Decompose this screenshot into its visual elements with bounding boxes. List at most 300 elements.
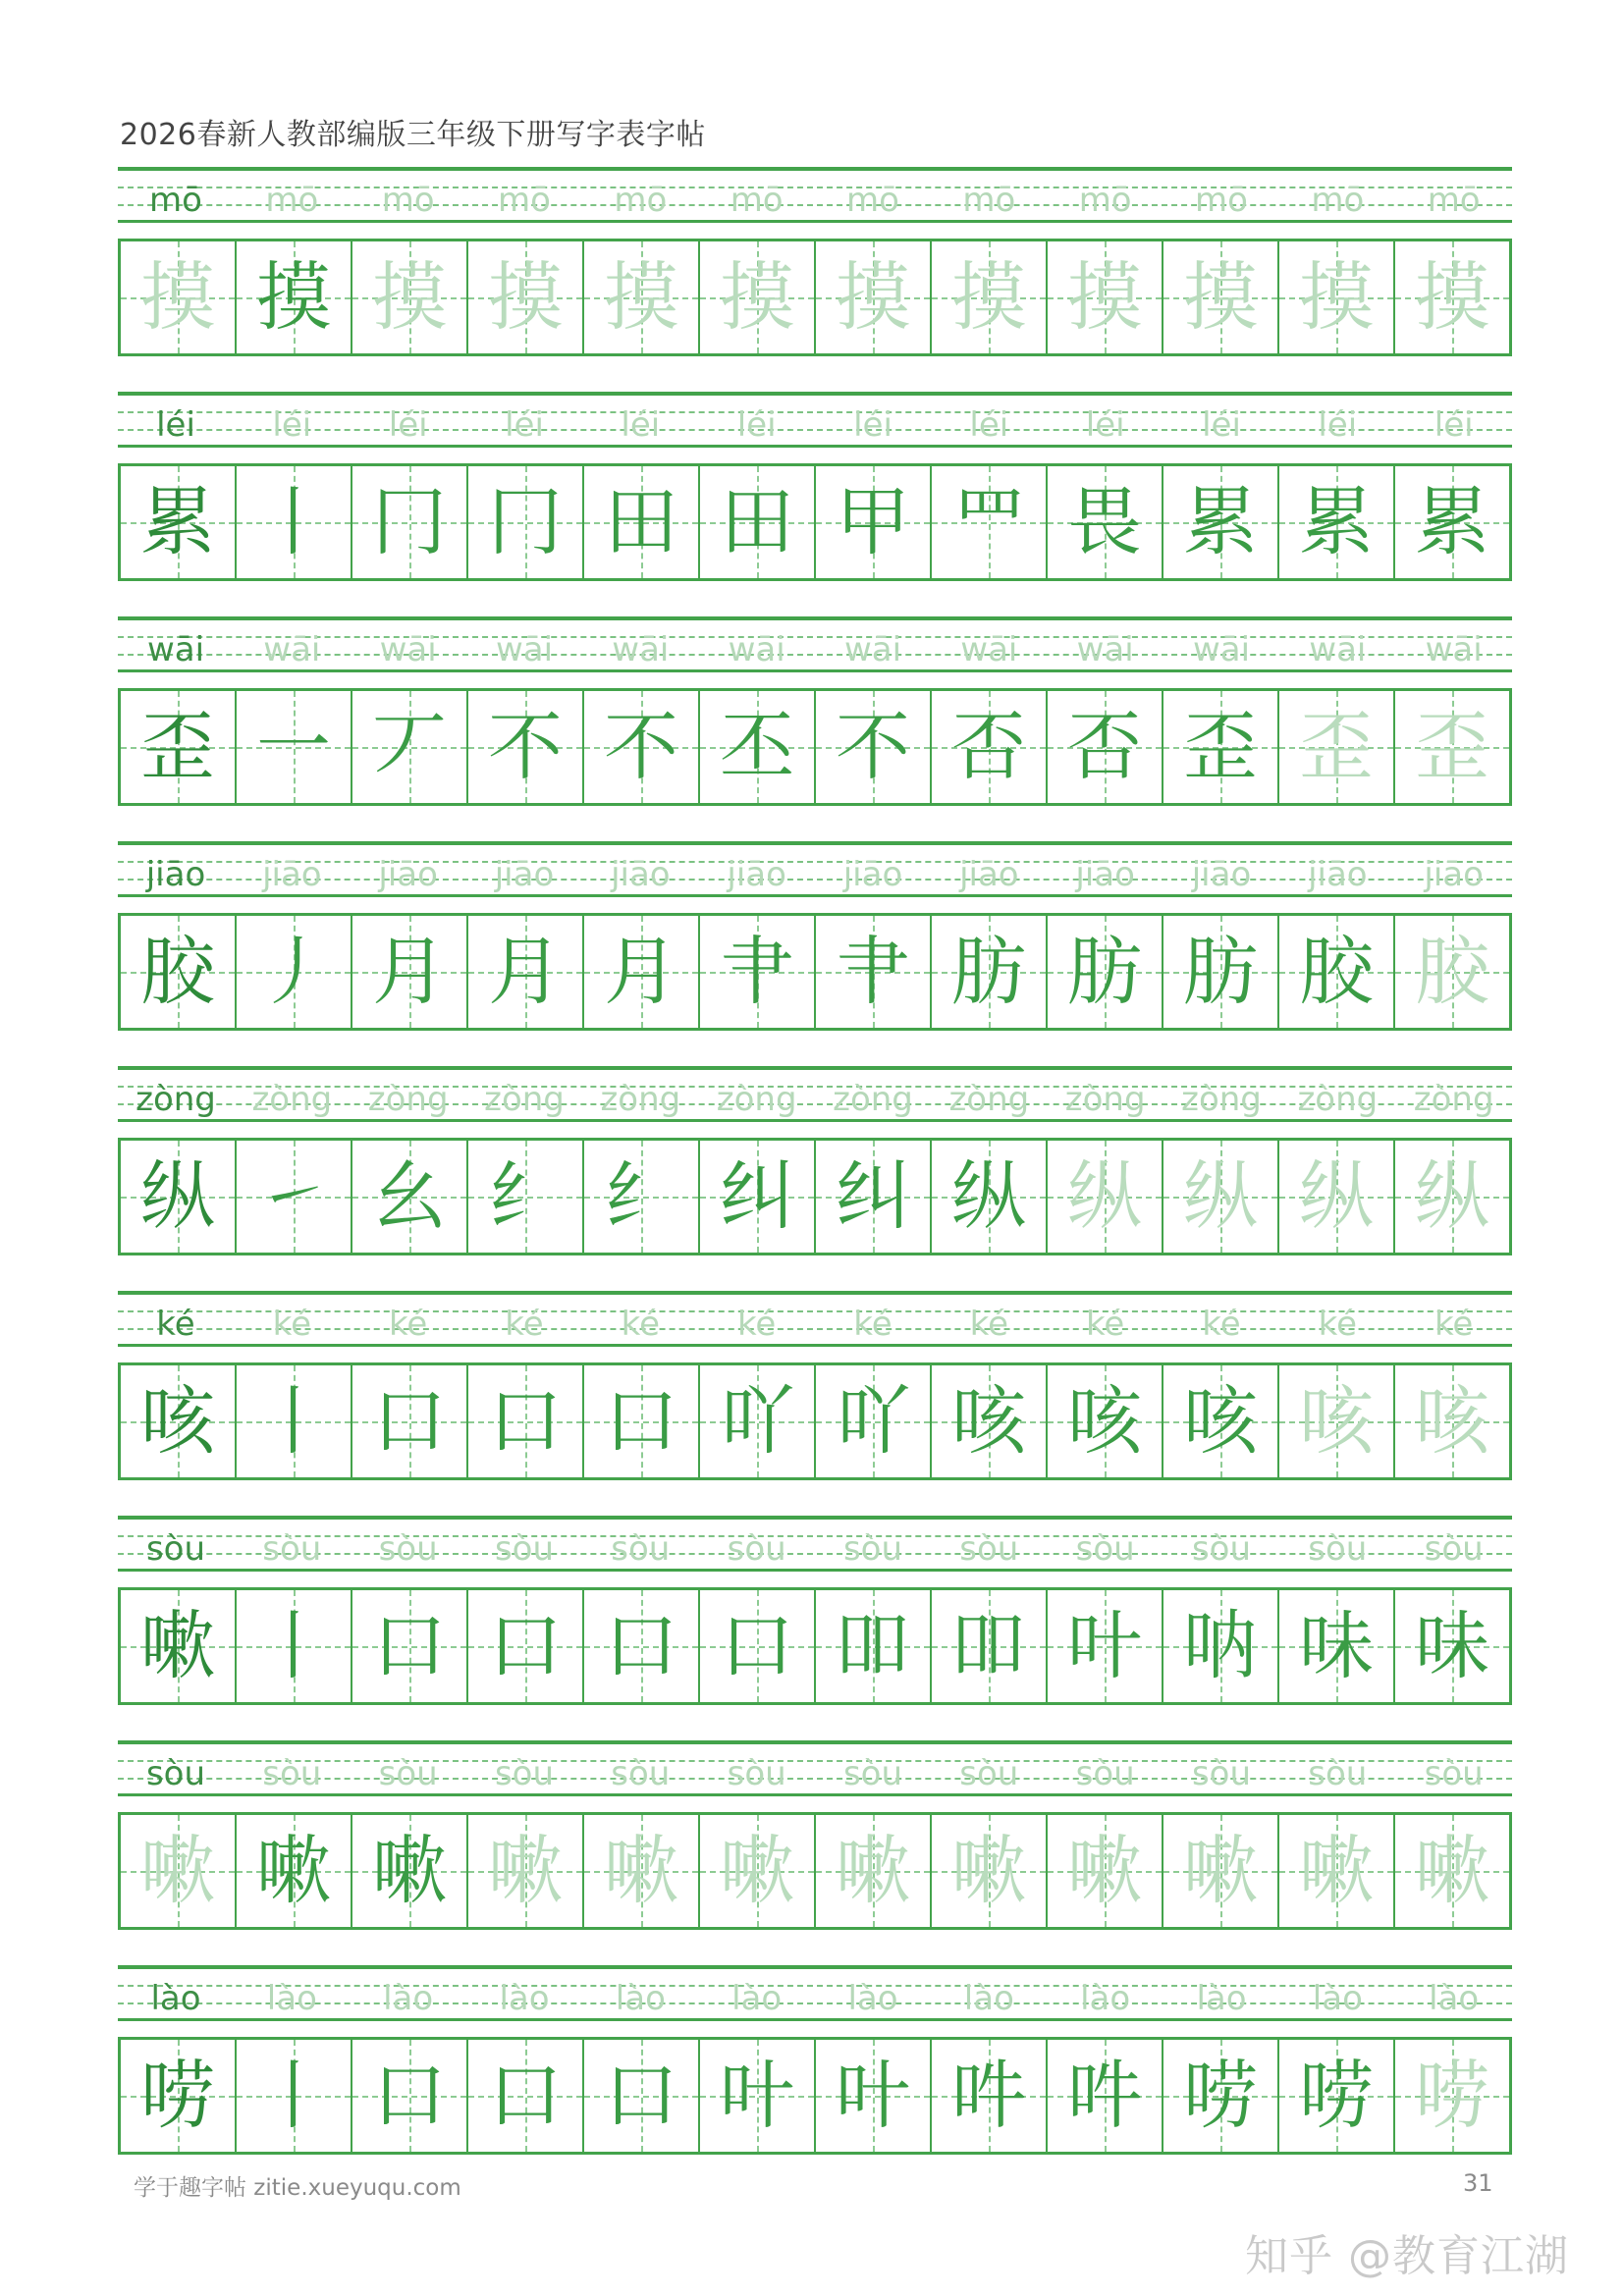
writing-cell [1163,466,1279,578]
trace-character: 歪 [1299,703,1374,790]
writing-cell [1395,466,1509,578]
writing-cell [352,691,468,803]
writing-cell [352,1141,468,1253]
stroke-step-character: 呐 [1183,1602,1258,1689]
writing-cell [584,691,700,803]
stroke-step-character: 否 [951,703,1026,790]
writing-cell [1163,1590,1279,1702]
tianzige-grid [118,1138,1512,1255]
writing-cell [932,1590,1048,1702]
writing-cell [1279,691,1395,803]
pinyin-label: jiāo [1308,855,1368,894]
stroke-step-character: 口 [720,1602,794,1689]
stroke-step-character: 纠 [836,1152,910,1240]
pinyin-label: sòu [145,1754,206,1793]
stroke-step-character: 肪 [1067,928,1142,1015]
pinyin-label: lào [383,1979,434,2018]
writing-cell [584,1141,700,1253]
stroke-step-character: 纵 [951,1152,1026,1240]
pinyin-label: sòu [611,1754,671,1793]
trace-character: 摸 [372,253,447,341]
pinyin-label: jiāo [727,855,786,894]
pinyin-label: sòu [1424,1754,1484,1793]
pinyin-label: sòu [611,1529,671,1569]
trace-character: 摸 [836,253,910,341]
writing-cell [237,691,352,803]
pinyin-label: jiāo [1191,855,1252,894]
writing-cell [1048,1141,1163,1253]
pinyin-label: ké [621,1305,661,1344]
pinyin-label: lào [266,1979,317,2018]
stroke-step-character: 不 [604,703,678,790]
writing-cell [700,1365,816,1477]
stroke-step-character: 肀 [720,928,794,1015]
stroke-step-character: 吖 [720,1377,794,1465]
pinyin-label: léi [388,405,428,445]
writing-cell [1395,1590,1509,1702]
pinyin-label: mō [962,181,1016,220]
stroke-step-character: 口 [604,1377,678,1465]
pinyin-label: léi [272,405,312,445]
stroke-step-character: 罒 [951,478,1026,565]
writing-cell [584,466,700,578]
writing-cell [237,916,352,1028]
stroke-step-character: 摸 [256,253,331,341]
stroke-step-character: 吽 [951,2052,1026,2139]
practice-row [118,1291,1512,1497]
pinyin-label: sòu [1308,1529,1368,1569]
pinyin-label: sòu [727,1529,786,1569]
pinyin-label: sòu [1075,1754,1135,1793]
pinyin-base-line [118,220,1512,223]
tianzige-grid [118,913,1512,1031]
trace-character: 唠 [1415,2052,1489,2139]
pinyin-label: sòu [378,1754,438,1793]
writing-cell [468,241,584,353]
pinyin-label: léi [1318,405,1358,445]
pinyin-label: zòng [1181,1080,1262,1119]
stroke-step-character: 口 [604,1602,678,1689]
pinyin-label: lào [847,1979,898,2018]
trace-character: 胶 [1415,928,1489,1015]
stroke-step-character: 歪 [1183,703,1258,790]
pinyin-label: sòu [145,1529,206,1569]
writing-cell [1048,916,1163,1028]
pinyin-label: ké [1434,1305,1474,1344]
writing-cell [352,1365,468,1477]
writing-cell [1163,241,1279,353]
pinyin-base-line [118,2018,1512,2021]
pinyin-label: sòu [959,1754,1019,1793]
pinyin-label: lào [1196,1979,1247,2018]
pinyin-label: sòu [494,1529,555,1569]
pinyin-label: sòu [378,1529,438,1569]
writing-cell [1395,1141,1509,1253]
writing-cell [1395,1815,1509,1927]
pinyin-label: léi [969,405,1009,445]
pinyin-label: wāi [1076,630,1134,669]
writing-cell [1163,691,1279,803]
trace-character: 摸 [1067,253,1142,341]
pinyin-label: wāi [728,630,785,669]
writing-cell [468,691,584,803]
writing-cell [121,916,237,1028]
writing-cell [352,1815,468,1927]
pinyin-label: ké [505,1305,544,1344]
pinyin-label: sòu [959,1529,1019,1569]
pinyin-band [118,1965,1512,2021]
writing-cell [237,466,352,578]
writing-cell [1279,916,1395,1028]
trace-character: 嗽 [1299,1827,1374,1914]
writing-cell [1048,1590,1163,1702]
writing-cell [700,691,816,803]
practice-row [118,1066,1512,1272]
writing-cell [1395,916,1509,1028]
writing-cell [352,1590,468,1702]
pinyin-label: zòng [1413,1080,1494,1119]
stroke-step-character: 畏 [1067,478,1142,565]
trace-character: 摸 [1415,253,1489,341]
pinyin-base-line [118,445,1512,448]
pinyin-label: zòng [1297,1080,1379,1119]
stroke-step-character: 不 [836,703,910,790]
tianzige-grid [118,1587,1512,1705]
pinyin-label: léi [1202,405,1241,445]
pinyin-label: mō [1311,181,1365,220]
stroke-step-character: 味 [1415,1602,1489,1689]
stroke-step-character: 累 [1299,478,1374,565]
practice-row [118,616,1512,823]
pinyin-label: mō [1078,181,1132,220]
pinyin-label: sòu [1075,1529,1135,1569]
stroke-step-character: 累 [1183,478,1258,565]
writing-cell [352,916,468,1028]
page-title: 2026春新人教部编版三年级下册写字表字帖 [120,118,706,152]
pinyin-label: wāi [960,630,1018,669]
stroke-step-character: 月 [488,928,563,1015]
writing-cell [700,2040,816,2152]
writing-cell [584,1815,700,1927]
writing-cell [1163,916,1279,1028]
writing-cell [468,1365,584,1477]
writing-cell [816,1815,932,1927]
writing-cell [584,1365,700,1477]
pinyin-label: ké [1318,1305,1358,1344]
writing-cell [816,916,932,1028]
stroke-step-character: 纟 [604,1152,678,1240]
writing-cell [1048,466,1163,578]
stroke-step-character: 口 [488,2052,563,2139]
writing-cell [816,1590,932,1702]
stroke-step-character: 咳 [1183,1377,1258,1465]
practice-row [118,841,1512,1047]
stroke-step-character: 纠 [720,1152,794,1240]
pinyin-label: zòng [251,1080,333,1119]
pinyin-label: léi [736,405,777,445]
pinyin-label: wāi [146,630,205,669]
writing-cell [932,466,1048,578]
pinyin-label: zòng [1064,1080,1146,1119]
pinyin-label: sòu [1191,1754,1252,1793]
stroke-step-character: 否 [1067,703,1142,790]
practice-row [118,167,1512,373]
pinyin-base-line [118,669,1512,672]
stroke-step-character: 幺 [372,1152,447,1240]
writing-cell [1395,2040,1509,2152]
stroke-step-character: 口 [604,2052,678,2139]
pinyin-label: léi [853,405,893,445]
writing-cell [121,241,237,353]
trace-character: 纵 [1415,1152,1489,1240]
pinyin-label: mō [846,181,899,220]
pinyin-label: léi [505,405,544,445]
writing-cell [700,1815,816,1927]
writing-cell [932,1365,1048,1477]
stroke-step-character: 肪 [1183,928,1258,1015]
pinyin-label: zòng [600,1080,681,1119]
pinyin-band [118,616,1512,672]
pinyin-label: zòng [833,1080,913,1119]
trace-character: 摸 [720,253,794,341]
pinyin-base-line [118,1344,1512,1347]
pinyin-label: ké [156,1305,195,1344]
pinyin-band [118,1066,1512,1122]
model-character: 咳 [140,1377,215,1465]
writing-cell [932,241,1048,353]
pinyin-label: wāi [495,630,554,669]
pinyin-label: jiāo [611,855,671,894]
writing-cell [816,2040,932,2152]
writing-cell [816,691,932,803]
writing-cell [352,2040,468,2152]
writing-cell [932,691,1048,803]
pinyin-label: wāi [843,630,902,669]
stroke-step-character: 叶 [720,2052,794,2139]
pinyin-label: wāi [379,630,437,669]
tianzige-grid [118,463,1512,581]
pinyin-label: zòng [484,1080,565,1119]
stroke-step-character: 冂 [372,478,447,565]
pinyin-label: ké [1085,1305,1125,1344]
trace-character: 嗽 [951,1827,1026,1914]
trace-character: 咳 [1299,1377,1374,1465]
stroke-step-character: 肀 [836,928,910,1015]
stroke-step-character: 唠 [1299,2052,1374,2139]
pinyin-label: ké [388,1305,428,1344]
pinyin-label: jiāo [842,855,903,894]
writing-cell [121,691,237,803]
trace-character: 嗽 [720,1827,794,1914]
pinyin-label: mō [614,181,668,220]
pinyin-label: wāi [1192,630,1251,669]
stroke-step-character: 田 [720,478,794,565]
writing-cell [237,1141,352,1253]
stroke-step-character: 口 [372,1602,447,1689]
writing-cell [1048,241,1163,353]
writing-cell [237,1815,352,1927]
pinyin-label: lào [1429,1979,1480,2018]
stroke-step-character: 丆 [372,703,447,790]
pinyin-label: léi [156,405,195,445]
pinyin-label: mō [381,181,435,220]
writing-cell [1163,1815,1279,1927]
pinyin-label: jiāo [378,855,438,894]
writing-cell [700,241,816,353]
model-character: 嗽 [140,1602,215,1689]
writing-cell [352,241,468,353]
stroke-step-character: 胶 [1299,928,1374,1015]
model-character: 歪 [140,703,215,790]
writing-cell [1279,1590,1395,1702]
pinyin-band [118,841,1512,897]
writing-cell [700,1141,816,1253]
stroke-step-character: 甲 [836,478,910,565]
pinyin-label: zòng [135,1080,216,1119]
pinyin-label: léi [1085,405,1125,445]
trace-character: 嗽 [140,1827,215,1914]
writing-cell [468,1141,584,1253]
stroke-step-character: 口 [488,1602,563,1689]
stroke-step-character: 咳 [951,1377,1026,1465]
stroke-step-character: 口 [372,1377,447,1465]
writing-cell [1279,1141,1395,1253]
stroke-step-character: 嗽 [372,1827,447,1914]
pinyin-base-line [118,1569,1512,1572]
writing-cell [1279,241,1395,353]
pinyin-band [118,1740,1512,1796]
trace-character: 嗽 [836,1827,910,1914]
pinyin-label: lào [499,1979,550,2018]
pinyin-label: jiāo [1075,855,1135,894]
stroke-step-character: 口 [488,1377,563,1465]
pinyin-label: sòu [262,1529,322,1569]
writing-cell [237,1365,352,1477]
trace-character: 摸 [1183,253,1258,341]
pinyin-base-line [118,894,1512,897]
pinyin-label: zòng [367,1080,449,1119]
stroke-step-character: 吽 [1067,2052,1142,2139]
pinyin-label: léi [1434,405,1474,445]
writing-cell [121,1365,237,1477]
pinyin-label: wāi [1309,630,1367,669]
writing-cell [584,2040,700,2152]
writing-cell [816,466,932,578]
watermark: 知乎 @教育江湖 [1245,2231,1569,2281]
trace-character: 歪 [1415,703,1489,790]
writing-cell [1279,1365,1395,1477]
page-number: 31 [1463,2169,1493,2197]
tianzige-grid [118,688,1512,806]
model-character: 纵 [140,1152,215,1240]
stroke-step-character: 月 [372,928,447,1015]
pinyin-label: sòu [1308,1754,1368,1793]
trace-character: 嗽 [604,1827,678,1914]
pinyin-label: ké [853,1305,893,1344]
writing-cell [121,2040,237,2152]
pinyin-label: sòu [727,1754,786,1793]
pinyin-band [118,1516,1512,1572]
trace-character: 摸 [951,253,1026,341]
writing-cell [1279,1815,1395,1927]
stroke-step-character: 嗽 [256,1827,331,1914]
pinyin-label: jiāo [262,855,322,894]
pinyin-label: sòu [1191,1529,1252,1569]
pinyin-label: sòu [494,1754,555,1793]
pinyin-label: wāi [1425,630,1483,669]
trace-character: 咳 [1415,1377,1489,1465]
stroke-step-character: ㇀ [256,1152,331,1240]
trace-character: 纵 [1299,1152,1374,1240]
writing-cell [584,241,700,353]
stroke-step-character: 丨 [256,2052,331,2139]
practice-row [118,1516,1512,1722]
pinyin-label: lào [1080,1979,1131,2018]
pinyin-label: léi [621,405,661,445]
trace-character: 摸 [140,253,215,341]
writing-cell [121,1141,237,1253]
stroke-step-character: 吖 [836,1377,910,1465]
stroke-step-character: 累 [1415,478,1489,565]
writing-cell [1163,2040,1279,2152]
pinyin-label: mō [149,181,202,220]
stroke-step-character: 冂 [488,478,563,565]
trace-character: 纵 [1067,1152,1142,1240]
writing-cell [1395,1365,1509,1477]
trace-character: 嗽 [1067,1827,1142,1914]
writing-cell [468,916,584,1028]
writing-cell [121,1815,237,1927]
writing-cell [1163,1141,1279,1253]
pinyin-label: lào [731,1979,783,2018]
writing-cell [352,466,468,578]
stroke-step-character: 田 [604,478,678,565]
tianzige-grid [118,1362,1512,1480]
writing-cell [700,466,816,578]
pinyin-label: zòng [716,1080,797,1119]
footer-source: 学于趣字帖 zitie.xueyuqu.com [134,2175,461,2201]
pinyin-label: mō [1195,181,1248,220]
practice-row [118,392,1512,598]
stroke-step-character: 纟 [488,1152,563,1240]
writing-cell [468,1815,584,1927]
model-character: 累 [140,478,215,565]
writing-cell [468,1590,584,1702]
stroke-step-character: 丨 [256,1602,331,1689]
stroke-step-character: 叶 [1067,1602,1142,1689]
tianzige-grid [118,1812,1512,1930]
pinyin-label: sòu [1424,1529,1484,1569]
writing-cell [1395,241,1509,353]
writing-cell [468,2040,584,2152]
trace-character: 摸 [1299,253,1374,341]
stroke-step-character: 吅 [836,1602,910,1689]
stroke-step-character: 丿 [256,928,331,1015]
writing-cell [932,1141,1048,1253]
stroke-step-character: 口 [372,2052,447,2139]
trace-character: 嗽 [1415,1827,1489,1914]
writing-cell [584,1590,700,1702]
practice-row [118,1965,1512,2171]
writing-cell [700,1590,816,1702]
tianzige-grid [118,2037,1512,2155]
stroke-step-character: 不 [488,703,563,790]
stroke-step-character: 叶 [836,2052,910,2139]
pinyin-label: lào [150,1979,201,2018]
writing-cell [237,1590,352,1702]
stroke-step-character: 月 [604,928,678,1015]
writing-cell [468,466,584,578]
